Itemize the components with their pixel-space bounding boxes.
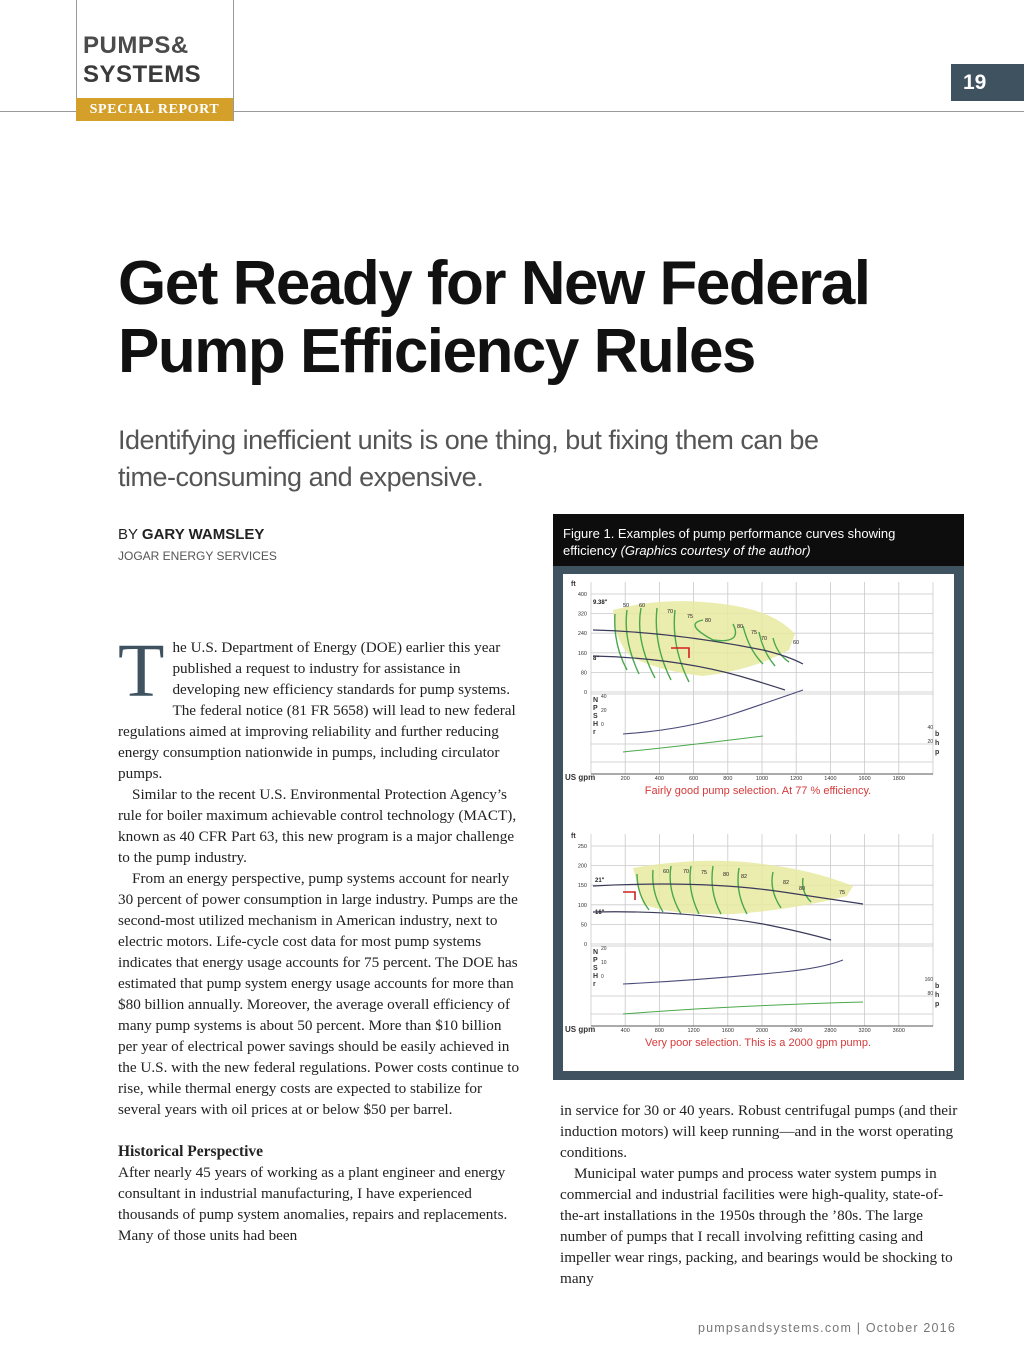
bhp-tick-label: 40 bbox=[927, 725, 933, 731]
bhp-axis-letter: h bbox=[935, 740, 940, 747]
page-footer: pumpsandsystems.com | October 2016 bbox=[697, 1321, 956, 1335]
y-tick-label: 320 bbox=[577, 611, 587, 618]
x-tick-label: 400 bbox=[620, 1028, 630, 1034]
efficiency-label: 80 bbox=[737, 624, 744, 630]
y-tick-label: 0 bbox=[583, 690, 587, 696]
x-axis-label: US gpm bbox=[565, 1025, 596, 1034]
operating-point-marker bbox=[623, 892, 635, 900]
y-tick-label: 0 bbox=[583, 942, 587, 948]
head-capacity-curve bbox=[593, 912, 831, 940]
efficiency-label: 60 bbox=[663, 869, 670, 875]
npsh-axis-letter: P bbox=[593, 705, 598, 712]
bhp-axis-letter: p bbox=[935, 1001, 940, 1008]
npsh-tick-label: 20 bbox=[601, 708, 607, 714]
y-tick-label: 80 bbox=[580, 670, 587, 677]
impeller-diameter-label: 16" bbox=[595, 910, 605, 916]
x-axis-label: US gpm bbox=[565, 773, 596, 782]
chart-annotation: Very poor selection. This is a 2000 gpm pump. bbox=[644, 1037, 872, 1049]
figure-canvas bbox=[563, 574, 954, 1071]
npsh-curve bbox=[623, 690, 803, 734]
byline-prefix: BY bbox=[118, 526, 138, 543]
y-tick-label: 160 bbox=[577, 650, 587, 657]
caption-line-2 bbox=[563, 542, 954, 559]
y-tick-label: 400 bbox=[577, 592, 587, 598]
bhp-axis-letter: b bbox=[935, 731, 940, 738]
x-tick-label: 3200 bbox=[858, 1028, 871, 1034]
caption-credit: (Graphics courtesy of the author) bbox=[620, 543, 811, 558]
x-tick-label: 1600 bbox=[721, 1028, 734, 1034]
bhp-axis-letter: b bbox=[935, 983, 940, 990]
npsh-axis-letter: H bbox=[593, 973, 599, 980]
npsh-axis-letter: H bbox=[593, 721, 599, 728]
efficiency-label: 82 bbox=[741, 874, 748, 880]
efficiency-label: 75 bbox=[839, 890, 846, 896]
x-tick-label: 1000 bbox=[755, 776, 769, 782]
x-tick-label: 400 bbox=[654, 776, 664, 782]
bhp-tick-label: 160 bbox=[924, 977, 933, 983]
article-title: Get Ready for New Federal Pump Efficiency Rules bbox=[118, 249, 870, 386]
npsh-tick-label: 0 bbox=[601, 974, 604, 980]
author-name: GARY WAMSLEY bbox=[141, 526, 265, 543]
impeller-diameter-label: 21" bbox=[595, 878, 605, 884]
x-tick-label: 2000 bbox=[755, 1028, 769, 1034]
figure-frame bbox=[553, 566, 964, 1080]
y-tick-label: 240 bbox=[577, 631, 587, 638]
npsh-axis-letter: N bbox=[593, 697, 599, 704]
x-tick-label: 1600 bbox=[858, 776, 871, 782]
x-tick-label: 200 bbox=[620, 776, 630, 782]
paragraph: Municipal water pumps and process water system pumps in commercial and industrial facilities were high-quality, state-of-the-art installations in the 1950s through the ’80s. The large number of pumps that I recall involving refitting casing and impeller wear rings, packing, and bearings would be shocking to many bbox=[560, 1165, 953, 1287]
npsh-axis-letter: S bbox=[593, 713, 598, 720]
x-tick-label: 800 bbox=[723, 776, 733, 782]
caption-text: efficiency bbox=[563, 543, 617, 558]
paragraph: Similar to the recent U.S. Environmental Protection Agency’s rule for boiler maximum achievable control technology (MACT), known as 40 CFR Part 63, this new program is a major challenge to the pump industry. bbox=[118, 786, 517, 866]
figure-caption bbox=[553, 514, 964, 566]
x-tick-label: 1200 bbox=[687, 1028, 700, 1034]
section-heading: Historical Perspective bbox=[118, 1143, 264, 1160]
npsh-tick-label: 0 bbox=[601, 722, 604, 728]
x-tick-label: 600 bbox=[689, 776, 699, 782]
byline bbox=[118, 526, 264, 543]
chart-annotation: Fairly good pump selection. At 77 % efficiency. bbox=[644, 785, 872, 797]
x-tick-label: 2800 bbox=[824, 1028, 837, 1034]
y-tick-label: 250 bbox=[577, 844, 587, 850]
npsh-axis-letter: N bbox=[593, 949, 599, 956]
caption-line-1: Figure 1. Examples of pump performance curves showing bbox=[563, 526, 896, 541]
x-tick-label: 1800 bbox=[892, 776, 905, 782]
page-number: 19 bbox=[951, 64, 1024, 101]
efficiency-label: 60 bbox=[793, 640, 800, 646]
article-deck: Identifying inefficient units is one thing, but fixing them can be time-consuming and expensive. bbox=[118, 425, 819, 492]
paragraph: After nearly 45 years of working as a plant engineer and energy consultant in industrial manufacturing, I have experienced thousands of pump system anomalies, repairs and replacements. Many of those units had been bbox=[118, 1164, 508, 1244]
body-column-right bbox=[560, 1100, 958, 1289]
logo-line-1: PUMPS& bbox=[83, 32, 189, 59]
npsh-axis-letter: r bbox=[593, 981, 596, 988]
efficiency-label: 75 bbox=[701, 870, 708, 876]
impeller-diameter-label: 8" bbox=[593, 656, 600, 662]
efficiency-label: 80 bbox=[705, 618, 712, 624]
npsh-axis-letter: S bbox=[593, 965, 598, 972]
author-affiliation: JOGAR ENERGY SERVICES bbox=[118, 549, 277, 563]
bhp-tick-label: 20 bbox=[927, 739, 933, 745]
y-tick-label: 100 bbox=[577, 902, 587, 909]
logo-line-2: SYSTEMS bbox=[83, 61, 202, 88]
efficiency-label: 80 bbox=[723, 872, 730, 878]
pump-curve-charts bbox=[563, 574, 954, 1071]
npsh-axis-letter: P bbox=[593, 957, 598, 964]
section-label: SPECIAL REPORT bbox=[76, 98, 233, 121]
efficiency-label: 70 bbox=[761, 636, 768, 642]
efficiency-label: 82 bbox=[783, 880, 790, 886]
x-tick-label: 1400 bbox=[824, 776, 837, 782]
y-tick-label: 200 bbox=[577, 863, 587, 870]
drop-cap: T bbox=[118, 629, 165, 713]
bhp-axis-letter: h bbox=[935, 992, 940, 999]
y-tick-label: 50 bbox=[580, 922, 587, 929]
npsh-tick-label: 40 bbox=[601, 694, 607, 700]
x-tick-label: 3600 bbox=[892, 1028, 905, 1034]
y-tick-label: 150 bbox=[577, 883, 587, 890]
efficiency-label: 50 bbox=[623, 603, 630, 609]
bhp-axis-letter: p bbox=[935, 749, 940, 756]
bhp-tick-label: 80 bbox=[927, 991, 933, 997]
y-axis-label: ft bbox=[571, 581, 576, 588]
efficiency-label: 75 bbox=[687, 614, 694, 620]
npsh-tick-label: 10 bbox=[601, 960, 607, 966]
x-tick-label: 800 bbox=[654, 1028, 664, 1034]
paragraph: in service for 30 or 40 years. Robust centrifugal pumps (and their induction motors) will keep running—and in the worst operating conditions. bbox=[560, 1102, 958, 1161]
npsh-tick-label: 20 bbox=[601, 946, 607, 952]
paragraph: From an energy perspective, pump systems account for nearly 30 percent of power consumption in large industry. Pumps are the second-most utilized mechanism in American industry, next to electric motors. Life-cycle cost data for most pump systems indicates that energy usage accounts for 75 percent. The DOE has estimated that pump system energy usage accounts for more than $80 billion annually. Moreover, the average overall efficiency of many pump systems is about 50 percent. More than $10 billion per year of electrical power savings should be easily achieved in the U.S. with the new federal regulations. Power costs continue to rise, while thermal energy costs are expected to stabilize for several years with oil prices at or below $50 per barrel. bbox=[118, 870, 520, 1118]
npsh-axis-letter: r bbox=[593, 729, 596, 736]
efficiency-label: 80 bbox=[799, 886, 806, 892]
efficiency-label: 70 bbox=[683, 869, 690, 875]
paragraph-text: he U.S. Department of Energy (DOE) earlier this year published a request to industry for assistance in developing new efficiency standards for pump systems. The federal notice (81 FR 5658) will lead to new federal regulations aimed at improving reliability and further reducing energy consumption nationwide in pumps, including circulator pumps. bbox=[118, 639, 516, 782]
npsh-curve bbox=[623, 960, 843, 984]
x-tick-label: 2400 bbox=[790, 1028, 803, 1034]
efficiency-label: 75 bbox=[751, 630, 758, 636]
paragraph bbox=[118, 629, 522, 784]
efficiency-label: 60 bbox=[639, 603, 646, 609]
y-axis-label: ft bbox=[571, 833, 576, 840]
body-column-left bbox=[118, 629, 522, 1246]
efficiency-label: 70 bbox=[667, 609, 674, 615]
impeller-diameter-label: 9.38" bbox=[593, 600, 608, 606]
x-tick-label: 1200 bbox=[790, 776, 803, 782]
